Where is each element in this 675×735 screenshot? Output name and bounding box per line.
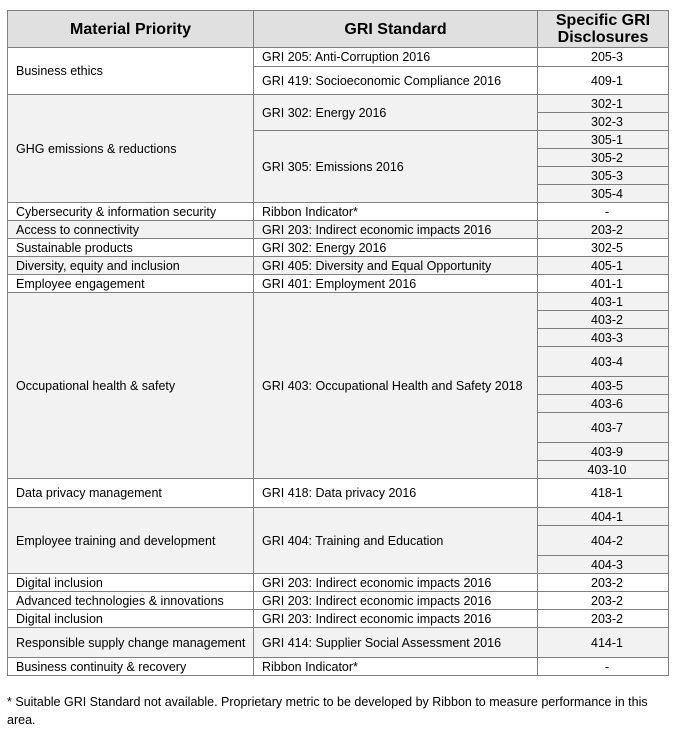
priority-diversity: Diversity, equity and inclusion	[8, 257, 254, 275]
standard-cell: Ribbon Indicator*	[254, 203, 538, 221]
disclosure-cell: 404-2	[538, 526, 669, 556]
priority-data-privacy: Data privacy management	[8, 479, 254, 508]
disclosure-cell: 403-2	[538, 311, 669, 329]
standard-cell: GRI 302: Energy 2016	[254, 95, 538, 131]
priority-sustainable-products: Sustainable products	[8, 239, 254, 257]
disclosure-cell: 203-2	[538, 221, 669, 239]
priority-supply-chain: Responsible supply change management	[8, 628, 254, 658]
standard-cell: GRI 419: Socioeconomic Compliance 2016	[254, 67, 538, 95]
standard-cell: GRI 305: Emissions 2016	[254, 131, 538, 203]
standard-cell: GRI 203: Indirect economic impacts 2016	[254, 221, 538, 239]
disclosure-cell: -	[538, 203, 669, 221]
priority-access-connectivity: Access to connectivity	[8, 221, 254, 239]
disclosure-cell: 403-1	[538, 293, 669, 311]
table-row	[8, 221, 669, 239]
standard-cell: GRI 404: Training and Education	[254, 508, 538, 574]
disclosure-cell: 403-3	[538, 329, 669, 347]
disclosure-cell: 305-4	[538, 185, 669, 203]
priority-business-ethics: Business ethics	[8, 48, 254, 95]
table-row	[8, 610, 669, 628]
disclosure-cell: 205-3	[538, 48, 669, 67]
gri-table	[7, 10, 669, 676]
disclosure-cell: 403-9	[538, 443, 669, 461]
disclosure-cell: 403-7	[538, 413, 669, 443]
disclosure-cell: 401-1	[538, 275, 669, 293]
priority-ghg: GHG emissions & reductions	[8, 95, 254, 203]
priority-employee-training: Employee training and development	[8, 508, 254, 574]
disclosure-cell: 203-2	[538, 574, 669, 592]
table-row	[8, 508, 669, 526]
disclosure-cell: 403-10	[538, 461, 669, 479]
table-row	[8, 293, 669, 311]
disclosure-cell: 305-3	[538, 167, 669, 185]
standard-cell: GRI 401: Employment 2016	[254, 275, 538, 293]
header-material-priority: Material Priority	[8, 11, 254, 48]
disclosure-cell: 404-3	[538, 556, 669, 574]
table-row	[8, 48, 669, 67]
disclosure-cell: 403-4	[538, 347, 669, 377]
standard-cell: GRI 403: Occupational Health and Safety 2018	[254, 293, 538, 479]
disclosure-cell: 302-1	[538, 95, 669, 113]
priority-digital-inclusion: Digital inclusion	[8, 574, 254, 592]
table-row	[8, 239, 669, 257]
disclosure-cell: 418-1	[538, 479, 669, 508]
table-row	[8, 257, 669, 275]
standard-cell: Ribbon Indicator*	[254, 658, 538, 676]
standard-cell: GRI 414: Supplier Social Assessment 2016	[254, 628, 538, 658]
standard-cell: GRI 203: Indirect economic impacts 2016	[254, 574, 538, 592]
footnote: * Suitable GRI Standard not available. Proprietary metric to be developed by Ribbon to measure performance in this area.	[7, 695, 648, 727]
table-row	[8, 479, 669, 508]
priority-cybersecurity: Cybersecurity & information security	[8, 203, 254, 221]
table-row	[8, 628, 669, 658]
disclosure-cell: 403-6	[538, 395, 669, 413]
priority-employee-engagement: Employee engagement	[8, 275, 254, 293]
disclosure-cell: 203-2	[538, 610, 669, 628]
disclosure-cell: 404-1	[538, 508, 669, 526]
disclosure-cell: 414-1	[538, 628, 669, 658]
header-gri-standard: GRI Standard	[254, 11, 538, 48]
table-row	[8, 592, 669, 610]
disclosure-cell: 302-3	[538, 113, 669, 131]
table-row	[8, 95, 669, 113]
disclosure-cell: 305-2	[538, 149, 669, 167]
table-row	[8, 574, 669, 592]
standard-cell: GRI 203: Indirect economic impacts 2016	[254, 592, 538, 610]
disclosure-cell: 405-1	[538, 257, 669, 275]
header-specific-disclosures: Specific GRI Disclosures	[538, 11, 669, 48]
table-row	[8, 658, 669, 676]
standard-cell: GRI 418: Data privacy 2016	[254, 479, 538, 508]
priority-ohs: Occupational health & safety	[8, 293, 254, 479]
disclosure-cell: -	[538, 658, 669, 676]
standard-cell: GRI 302: Energy 2016	[254, 239, 538, 257]
priority-digital-inclusion-2: Digital inclusion	[8, 610, 254, 628]
disclosure-cell: 203-2	[538, 592, 669, 610]
priority-business-continuity: Business continuity & recovery	[8, 658, 254, 676]
disclosure-cell: 305-1	[538, 131, 669, 149]
disclosure-cell: 409-1	[538, 67, 669, 95]
header-row	[8, 11, 669, 48]
table-row	[8, 275, 669, 293]
standard-cell: GRI 405: Diversity and Equal Opportunity	[254, 257, 538, 275]
disclosure-cell: 403-5	[538, 377, 669, 395]
priority-advanced-technologies: Advanced technologies & innovations	[8, 592, 254, 610]
standard-cell: GRI 205: Anti-Corruption 2016	[254, 48, 538, 67]
disclosure-cell: 302-5	[538, 239, 669, 257]
table-row	[8, 203, 669, 221]
standard-cell: GRI 203: Indirect economic impacts 2016	[254, 610, 538, 628]
